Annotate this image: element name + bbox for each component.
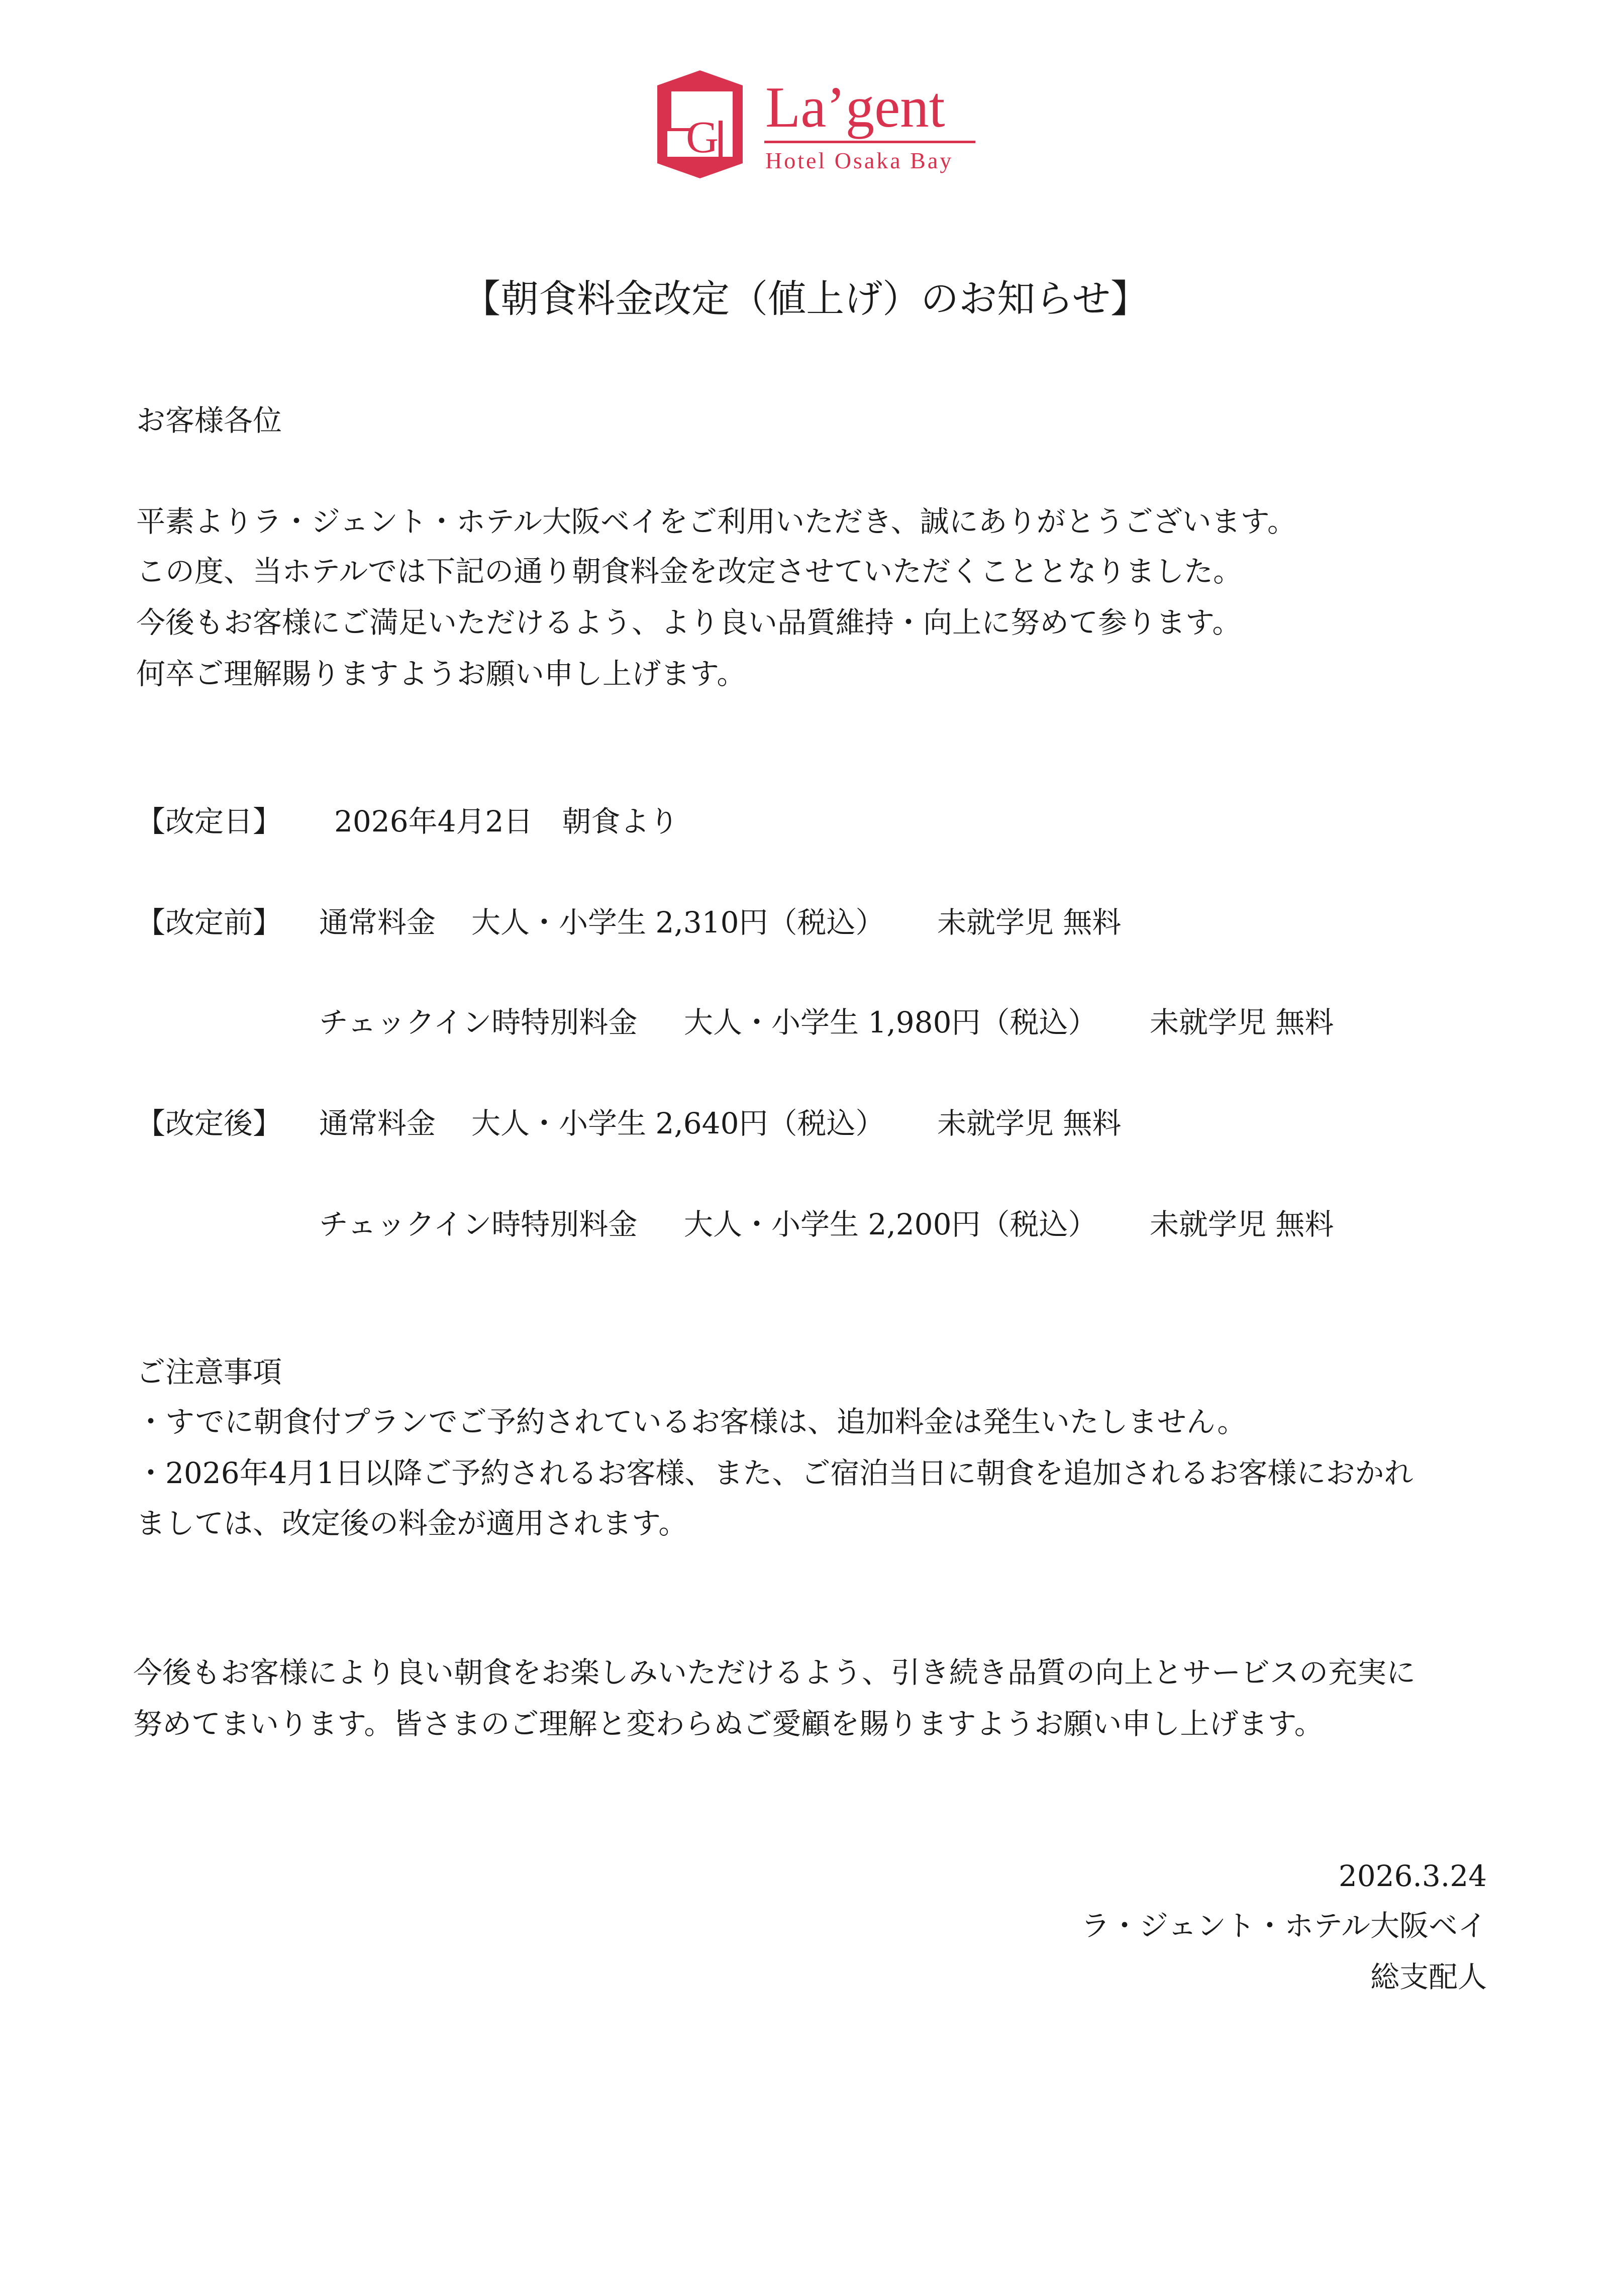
closing-line: 今後もお客様により良い朝食をお楽しみいただけるよう、引き続き品質の向上とサービスの充実に [133,1655,1416,1690]
price-adult: 大人・小学生 2,640円（税込） [471,1106,885,1140]
intro-line: 平素よりラ・ジェント・ホテル大阪ベイをご利用いただき、誠にありがとうございます。 [136,504,1296,539]
notice-title: 【朝食料金改定（値上げ）のお知らせ】 [462,276,1149,321]
note-line: ・すでに朝食付プランでご予約されているお客様は、追加料金は発生いたしません。 [136,1405,1247,1439]
price-plan: チェックイン時特別料金 [319,1207,638,1241]
price-adult: 大人・小学生 2,310円（税込） [471,905,885,940]
before-label: 【改定前】 [136,905,282,940]
signature-role: 総支配人 [1370,1960,1487,1994]
svg-text:Hotel Osaka Bay: Hotel Osaka Bay [765,148,954,173]
price-child: 未就学児 無料 [937,1106,1122,1140]
price-child: 未就学児 無料 [937,905,1122,940]
svg-text:La’gent: La’gent [765,75,945,139]
svg-text:G: G [686,113,719,162]
effective-date-value: 2026年4月2日 朝食より [334,804,679,839]
effective-date-label: 【改定日】 [136,804,282,839]
price-child: 未就学児 無料 [1150,1005,1334,1039]
price-child: 未就学児 無料 [1150,1207,1334,1241]
intro-line: この度、当ホテルでは下記の通り朝食料金を改定させていただくこととなりました。 [136,554,1243,588]
price-plan: チェックイン時特別料金 [319,1005,638,1039]
hotel-logo [655,70,976,178]
price-adult: 大人・小学生 2,200円（税込） [684,1207,1097,1241]
note-line: ・2026年4月1日以降ご予約されるお客様、また、ご宿泊当日に朝食を追加されるお客様におかれ [136,1456,1414,1490]
intro-line: 今後もお客様にご満足いただけるよう、より良い品質維持・向上に努めて参ります。 [136,605,1242,640]
price-adult: 大人・小学生 1,980円（税込） [684,1005,1097,1039]
salutation: お客様各位 [136,403,282,438]
price-plan: 通常料金 [319,1106,436,1140]
signature-date: 2026.3.24 [1338,1859,1487,1893]
note-line: ましては、改定後の料金が適用されます。 [136,1506,688,1540]
intro-line: 何卒ご理解賜りますようお願い申し上げます。 [136,657,746,691]
signature-hotel: ラ・ジェント・ホテル大阪ベイ [1081,1909,1487,1943]
notes-heading: ご注意事項 [136,1355,282,1389]
after-label: 【改定後】 [136,1106,282,1140]
price-plan: 通常料金 [319,905,436,940]
closing-line: 努めてまいります。皆さまのご理解と変わらぬご愛顧を賜りますようお願い申し上げます。 [133,1707,1324,1741]
lagent-logo-icon [655,70,976,178]
